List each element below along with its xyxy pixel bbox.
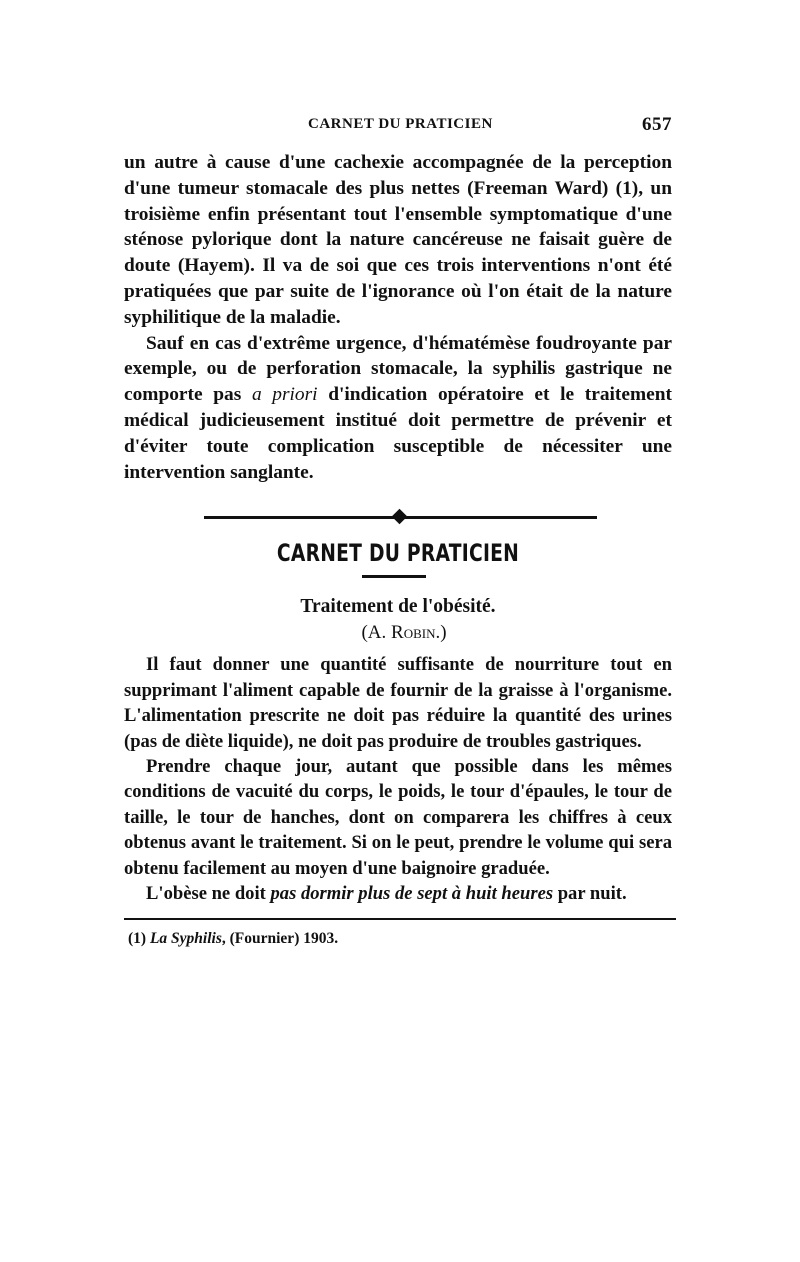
author-close: .) [435, 622, 447, 644]
running-head [124, 112, 672, 138]
author-name: Robin [391, 622, 436, 644]
text-run: Sauf en cas d'extrême urgence, d'hématémèse foudroyante par exemple, ou de perforation stomacale, la syphilis gastrique ne comporte pas [124, 332, 672, 406]
running-head-title: CARNET DU PRATICIEN [308, 116, 493, 132]
italic-text-run: pas dormir plus de sept à huit heures [270, 883, 554, 905]
article-body [124, 652, 672, 906]
page-number: 657 [642, 114, 672, 135]
text-run: L'obèse ne doit [146, 883, 271, 905]
footnote-rule [124, 918, 676, 920]
body-paragraph [124, 331, 672, 486]
footnote-source: , (Fournier) 1903. [221, 930, 339, 948]
heading-rule [362, 575, 426, 578]
footnote-marker: (1) [128, 930, 150, 948]
section-heading: CARNET DU PRATICIEN [276, 539, 520, 568]
diamond-ornament-icon [392, 509, 408, 525]
footnote-title: La Syphilis [149, 930, 222, 948]
body-paragraph: Il faut donner une quantité suffisante de nourriture tout en supprimant l'aliment capable de fournir de la graisse à l'organisme. L'alimentation prescrite ne doit pas réduire la quantité des urines (pas de diète liquide), ne doit pas produire de troubles gastriques. [124, 654, 672, 752]
book-page [124, 112, 672, 948]
author-open: (A. [361, 622, 392, 644]
article-author [130, 620, 678, 646]
italic-text-run: a priori [251, 384, 318, 406]
footnote [124, 930, 672, 948]
body-paragraph [124, 881, 672, 906]
text-run: par nuit. [553, 883, 627, 905]
text-run: d'indication opératoire et le traitement médical judicieusement institué doit permettre de prévenir et d'éviter toute complication susceptible de nécessiter une intervention sanglante. [124, 384, 672, 483]
article-title: Traitement de l'obésité. [300, 596, 496, 618]
body-paragraph: un autre à cause d'une cachexie accompagnée de la perception d'une tumeur stomacale des plus nettes (Freeman Ward) (1), un troisième enfin présentant tout l'ensemble symptomatique d'une sténose pylorique dont la nature cancéreuse ne faisait guère de doute (Hayem). Il va de soi que ces trois interventions n'ont été pratiquées que par suite de l'ignorance où l'on était de la nature syphilitique de la maladie. [124, 152, 672, 328]
body-paragraph: Prendre chaque jour, autant que possible dans les mêmes conditions de vacuité du corps, le poids, le tour d'épaules, le tour de taille, le tour de hanches, dont on comparera les chiffres à ceux obtenus avant le traitement. Si on le peut, prendre le volume qui sera obtenu facilement au moyen d'une baignoire graduée. [124, 755, 672, 879]
section-divider [124, 499, 672, 539]
